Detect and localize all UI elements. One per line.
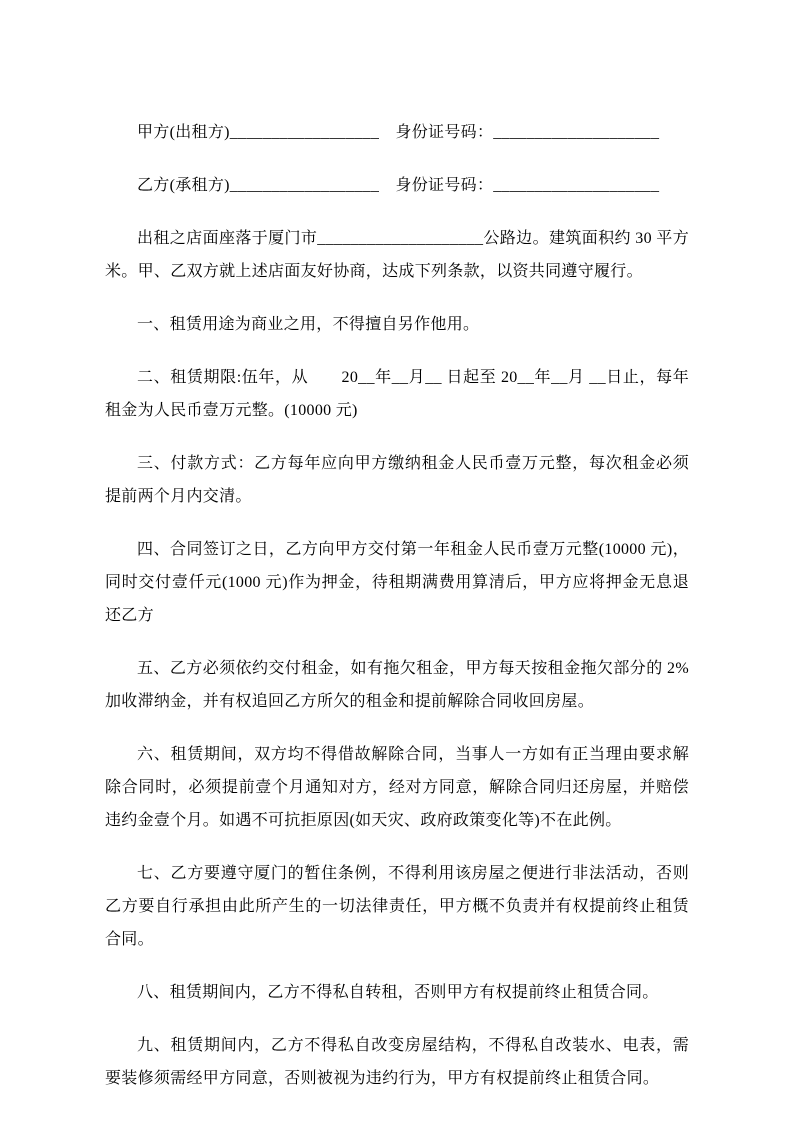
clause-4-deposit: 四、合同签订之日，乙方向甲方交付第一年租金人民币壹万元整(10000 元)，同时交付壹仟元(1000 元)作为押金，待租期满费用算清后，甲方应将押金无息退还乙方	[105, 541, 689, 624]
clause-3-payment: 三、付款方式：乙方每年应向甲方缴纳租金人民币壹万元整，每次租金必须提前两个月内交清。	[105, 455, 689, 505]
intro-paragraph: 出租之店面座落于厦门市____________________公路边。建筑面积约 30 平方米。甲、乙双方就上述店面友好协商，达成下列条款，以资共同遵守履行。	[105, 230, 689, 280]
clause-8-sublease: 八、租赁期间内，乙方不得私自转租，否则甲方有权提前终止租赁合同。	[137, 984, 659, 1001]
party-a-line: 甲方(出租方)__________________ 身份证号码：____________________	[137, 124, 660, 141]
clause-9-structure: 九、租赁期间内，乙方不得私自改变房屋结构，不得私自改装水、电表，需要装修须需经甲方同意，否则被视为违约行为，甲方有权提前终止租赁合同。	[105, 1037, 689, 1087]
clause-6-termination: 六、租赁期间，双方均不得借故解除合同，当事人一方如有正当理由要求解除合同时，必须提前壹个月通知对方，经对方同意，解除合同归还房屋，并赔偿违约金壹个月。如遇不可抗拒原因(如天灾、政府政策变化等)不在此例。	[105, 746, 689, 829]
party-b-line: 乙方(承租方)__________________ 身份证号码：____________________	[137, 177, 660, 194]
clause-5-late-fee: 五、乙方必须依约交付租金，如有拖欠租金，甲方每天按租金拖欠部分的 2%加收滞纳金，并有权追回乙方所欠的租金和提前解除合同收回房屋。	[105, 660, 689, 710]
clause-2-term: 二、租赁期限:伍年，从 20__年__月__ 日起至 20__年__月 __日止，每年租金为人民币壹万元整。(10000 元)	[105, 369, 689, 419]
clause-7-legal: 七、乙方要遵守厦门的暂住条例，不得利用该房屋之便进行非法活动，否则乙方要自行承担由此所产生的一切法律责任，甲方概不负责并有权提前终止租赁合同。	[105, 865, 689, 948]
clause-1-usage: 一、租赁用途为商业之用，不得擅自另作他用。	[137, 316, 480, 333]
